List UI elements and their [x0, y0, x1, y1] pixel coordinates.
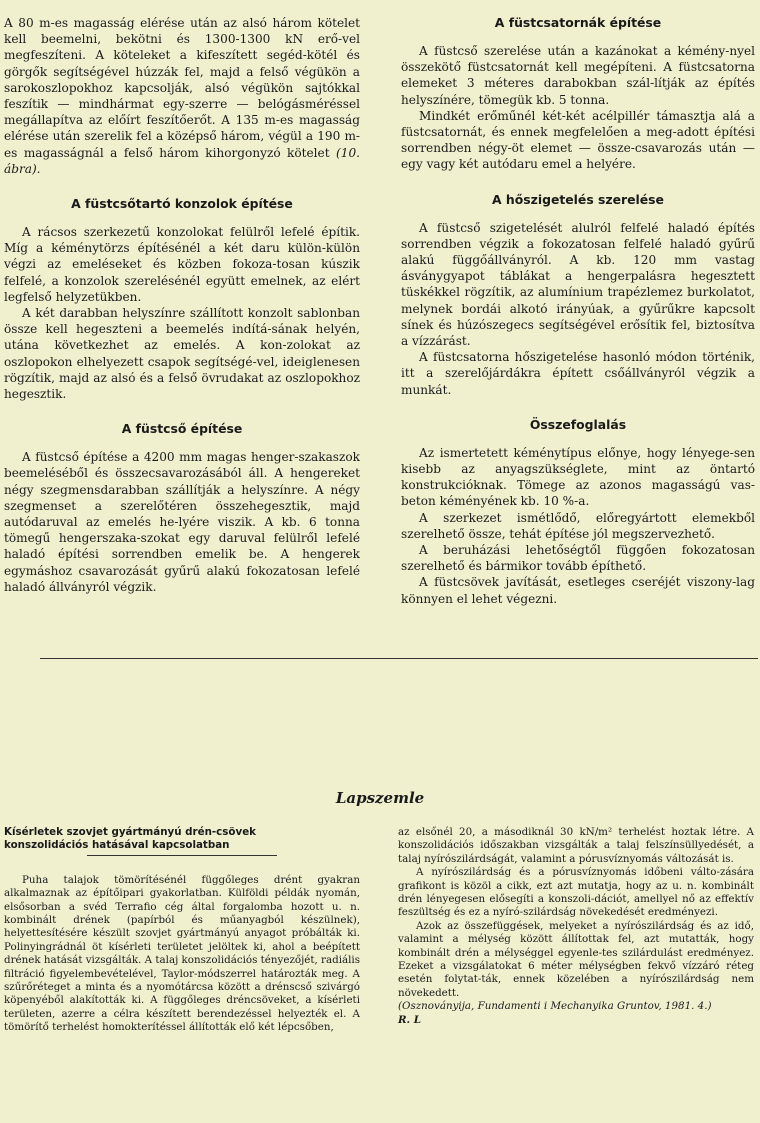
paragraph-fustcso-1: A füstcső építése a 4200 mm magas henger-szakaszok beemeléséből és összecsavarozásából áll. A hengereket négy szegmensdarabban szállítják a helyszínre. A négy szegmenset a szerelőtéren összehegesztik, majd autódaruval az emelés he-lyére viszik. A kb. 6 tonna tömegű hengerszaka-szokat egy daruval felülről lefelé haladó építési sorrendben emelik be. A hengerek egymáshoz csavarozását gyűrű alakú fokozatosan lefelé haladó állványról végzik. — [4, 450, 360, 594]
section-heading-fustcsatorna: A füstcsatornák építése — [494, 15, 662, 30]
paragraph-konzol-2: A két darabban helyszínre szállított konzolt sablonban össze kell hegeszteni a beemelés indítá-sának helyén, utána következhet az emelés. A kon-zolokat az oszlopokon elhelyezett csapok segítségé-vel, ideiglenesen rögzítik, majd az alsó és a felső övrudakat az oszlopokhoz hegesztik. — [4, 306, 360, 402]
paragraph-hoszigeteles-2: A füstcsatorna hőszigetelése hasonló módon történik, itt a szerelőjárdákra épített csőállványról végzik a munkát. — [401, 350, 755, 397]
lapszemle-right-column — [398, 826, 754, 1027]
source-citation: (Osznoványija, Fundamenti i Mechanyika Gruntov, 1981. 4.) — [398, 1000, 712, 1013]
lapszemle-paragraph-1: Puha talajok tömörítésénél függőleges drént gyakran alkalmaznak az építőipari gyakorlatban. Külföldi példák nyomán, elsősorban a svéd Terrafio cég által forgalomba hozott u. n. kombinált drének (papírból és műanyagból készülnek), helyettesítésére készült szovjet gyártmányú anyagot próbálták ki. Polinyingrádnál öt kísérleti területet jelöltek ki, ahol a beépített drének hatását vizsgálták. A talaj konszolidációs tényezőjét, radiális filtráció figyelembevételével, Taylor-módszerrel határozták meg. A szűrőréteget a minta és a nyomótárcsa között a drénscső szivárgó köpenyéből alakították ki. A függőleges dréncsöveket, a kísérleti területen, azerre a célra készített berendezéssel helyezték el. A tömörítő terhelést homokterítéssel állították elő két lépcsőben, — [4, 873, 360, 1034]
figure-reference: (10. ábra). — [4, 145, 360, 176]
article-title-line-1: Kísérletek szovjet gyártmányú drén-csövek — [4, 826, 257, 838]
paragraph-osszefoglalas-2: A szerkezet ismétlődő, előregyártott elemekből szerelhető össze, tehát építése jól megszervezhető. — [401, 510, 755, 541]
paragraph-osszefoglalas-4: A füstcsövek javítását, esetleges cseréjét viszony-lag könnyen el lehet végezni. — [401, 575, 755, 606]
section-heading-hoszigeteles: A hőszigetelés szerelése — [492, 191, 664, 207]
lapszemle-left-column — [4, 826, 360, 1035]
left-column — [4, 15, 360, 595]
right-column — [401, 15, 755, 607]
section-heading-konzol: A füstcsőtartó konzolok építése — [71, 196, 293, 212]
lapszemle-paragraph-4: Azok az összefüggések, melyeket a nyírószilárdság és az idő, valamint a mélység között állítottak fel, azt mutatták, hogy kombinált drén a mélységgel egyenle-tes szilárdulást eredményez. Ezeket a vizsgálatokat 6 méter mélységben fekvő vízzáró réteg esetén folytat-ták, ennek közelében a nyírószilárdság nem növekedett. — [398, 919, 754, 999]
horizontal-divider — [40, 658, 758, 659]
lapszemle-paragraph-2: az elsőnél 20, a másodiknál 30 kN/m² terhelést hoztak létre. A konszolidációs időszakban vizsgálták a talaj felszínsüllyedését, a talaj nyírószilárdságát, valamint a pórusvíznyomás változását is. — [398, 826, 754, 865]
intro-paragraph — [4, 15, 360, 177]
section-heading-fustcso: A füstcső építése — [121, 421, 243, 437]
lapszemle-title: Lapszemle — [335, 789, 425, 807]
paragraph-osszefoglalas-1: Az ismertetett kéménytípus előnye, hogy lényege-sen kisebb az anyagszükséglete, mint az öntartó konstrukcióknak. Tömege az azonos magasságú vas-beton kéményének kb. 10 %-a. — [401, 445, 755, 509]
paragraph-hoszigeteles-1: A füstcső szigetelését alulról felfelé haladó építés sorrendben végzik a fokozatosan felfelé haladó gyűrű alakú függőállványról. A kb. 120 mm vastag ásványgyapot táblákat a hengerpalásra hegesztett tüskékkel rögzítik, az alumínium trapézlemez burkolatot, melynek bordái alkotó irányúak, a gyűrűkre kapcsolt sínek és húzószegecs segítségével erősítik fel, biztosítva a vízzárást. — [401, 220, 755, 349]
paragraph-fustcsatorna-1: A füstcső szerelése után a kazánokat a kémény-nyel összekötő füstcsatornát kell megépíteni. A füstcsatorna elemeket 3 méteres darabokban szál-lítják az építés helyszínére, tömegük kb. 5 tonna. — [401, 44, 755, 107]
author-signature: R. L — [398, 1013, 421, 1026]
section-heading-osszefoglalas: Összefoglalás — [529, 416, 627, 432]
paragraph-osszefoglalas-3: A beruházási lehetőségtől függően fokozatosan szerelhető és bármikor tovább építhető. — [401, 543, 755, 574]
paragraph-konzol-1: A rácsos szerkezetű konzolokat felülről lefelé építik. Míg a kéménytörzs építésénél a két daru külön-külön végzi az emeléseket és közben fokoza-tosan kúszik felfelé, a konzolok szerelésénél együtt emelnek, az elért legfelső helyzetükben. — [4, 225, 360, 304]
article-title-line-2: konszolidációs hatásával kapcsolatban — [4, 839, 230, 852]
lapszemle-paragraph-3: A nyírószilárdság és a pórusvíznyomás időbeni válto-zására grafikont is közöl a cikk, ezt azt mutatja, hogy az u. n. kombinált drén lényegesen elősegíti a konszoli-dációt, amellyel nő az effektív feszültség és ez a nyíró-szilárdság növekedését eredményezi. — [398, 866, 754, 919]
intro-text: A 80 m-es magasság elérése után az alsó három kötelet kell beemelni, bekötni és 1300-1300 kN erő-vel megfeszíteni. A köteleket a kifeszített segéd-kötél és görgők segítségével húzzák fel, majd a felső végükön a sarokoszlopokhoz kapcsolják, alsó végükön sajtókkal feszítik — mindhármat egy-szerre — belógásméréssel megállapítva az előírt feszítőerőt. A 135 m-es magasság elérése után szerelik fel a középső három, végül a 190 m-es magasságnál a felső három kihorgonyzó kötelet — [4, 16, 360, 160]
paragraph-fustcsatorna-2: Mindkét erőműnél két-két acélpillér támasztja alá a füstcsatornát, és ennek megfelelően a meg-adott építési sorrendben négy-öt elemet — össze-csavarozás után — egy vagy két autódaru emel a helyére. — [401, 108, 755, 172]
